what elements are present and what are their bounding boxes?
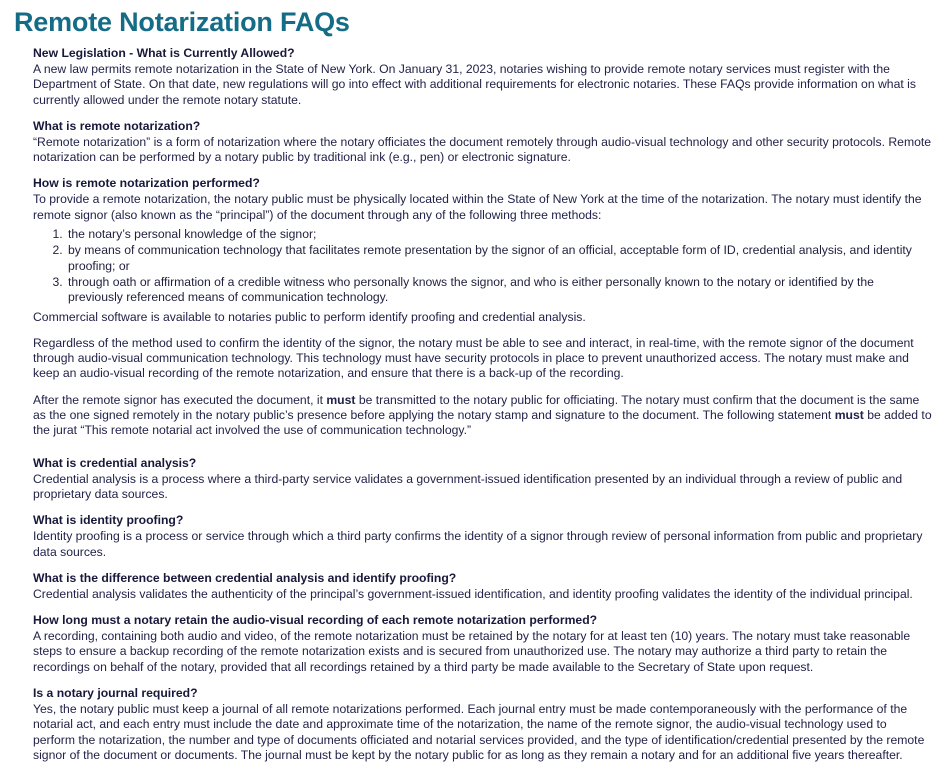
faq-item-how-long-retain-recording	[33, 613, 932, 675]
faq-answer: Credential analysis is a process where a third-party service validates a government-issued identification presented by an individual through a review of public and proprietary data sources.	[33, 471, 903, 501]
faq-question: Is a notary journal required?	[33, 686, 198, 701]
methods-list	[33, 227, 932, 305]
faq-item-difference-credential-identity	[33, 571, 932, 602]
list-item: 1. the notary’s personal knowledge of the signor;	[66, 227, 932, 242]
text-part-3: be added to the jurat “This remote notarial act involved the use of communication technology.”	[33, 408, 932, 438]
text-part-1: After the remote signor has executed the document, it	[33, 392, 327, 407]
list-item: 2. by means of communication technology that facilitates remote presentation by the signor of an official, acceptable form of ID, credential analysis, and identity proofing; or	[66, 243, 932, 274]
faq-item-how-is-remote-notarization-performed	[33, 176, 932, 438]
faq-question: How long must a notary retain the audio-visual recording of each remote notarization performed?	[33, 613, 598, 628]
faq-item-new-legislation	[33, 46, 932, 108]
faq-answer-after-list: Commercial software is available to notaries public to perform identify proofing and credential analysis.	[33, 309, 586, 324]
faq-question: How is remote notarization performed?	[33, 176, 260, 191]
faq-answer: A new law permits remote notarization in the State of New York. On January 31, 2023, notaries wishing to provide remote notary services must register with the Department of State. On that date, new regulations will go into effect with additional requirements for electronic notaries. These FAQs provide information on what is currently allowed under the remote notary statute.	[33, 62, 916, 107]
faq-item-is-notary-journal-required	[33, 686, 932, 763]
text-part-2: be transmitted to the notary public for officiating. The notary must confirm that the document is the same as the one signed remotely in the notary public’s presence before applying the notary stamp and signature to the document. The following statement	[33, 392, 920, 423]
faq-answer-after-execution	[33, 393, 932, 439]
faq-answer: Yes, the notary public must keep a journal of all remote notarizations performed. Each journal entry must be made contemporaneously with the performance of the notarial act, and each entry must include the date and approximate time of the notarization, the name of the remote signor, the audio-visual technology used to perform the notarization, the number and type of documents officiated and notarial services provided, and the type of identification/credential presented by the remote signor of the document or documents. The journal must be kept by the notary public for as long as they remain a notary and for an additional five years thereafter.	[33, 702, 925, 762]
faq-question: New Legislation - What is Currently Allowed?	[33, 46, 295, 60]
faq-answer-intro: To provide a remote notarization, the notary public must be physically located within the State of New York at the time of the notarization. The notary must identify the remote signor (also known as the “principal”) of the document through any of the following three methods:	[33, 192, 922, 222]
emphasis-must-2: must	[834, 408, 864, 423]
faq-item-what-is-credential-analysis	[33, 456, 932, 503]
faq-answer: “Remote notarization” is a form of notarization where the notary officiates the document remotely through audio-visual technology and other security protocols. Remote notarization can be performed by a notary public by traditional ink (e.g., pen) or electronic signature.	[33, 134, 932, 165]
faq-question: What is remote notarization?	[33, 118, 201, 133]
faq-question: What is the difference between credential analysis and identify proofing?	[33, 570, 457, 585]
faq-answer: Identity proofing is a process or service through which a third party confirms the identity of a signor through review of personal information from public and proprietary data sources.	[33, 529, 923, 559]
faq-question: What is identity proofing?	[33, 513, 184, 528]
faq-answer: Credential analysis validates the authenticity of the principal’s government-issued identification, and identity proofing validates the identity of the individual principal.	[33, 586, 913, 601]
list-item: 3. through oath or affirmation of a credible witness who personally knows the signor, and who is either personally known to the notary or identified by the previously referenced means of communication technology.	[66, 275, 932, 306]
faq-answer: A recording, containing both audio and video, of the remote notarization must be retained by the notary for at least ten (10) years. The notary must take reasonable steps to ensure a backup recording of the remote notarization exists and is secured from unauthorized use. The notary may authorize a third party to retain the recordings on behalf of the notary, provided that all recordings retained by a third party be made available to the Secretary of State upon request.	[33, 629, 911, 674]
faq-content	[0, 38, 940, 763]
faq-item-what-is-identity-proofing	[33, 513, 932, 560]
emphasis-must-1: must	[326, 392, 356, 407]
faq-item-what-is-remote-notarization	[33, 119, 932, 166]
page-title: Remote Notarization FAQs	[14, 7, 350, 37]
faq-question: What is credential analysis?	[33, 455, 197, 470]
faq-answer-regardless: Regardless of the method used to confirm the identity of the signor, the notary must be able to see and interact, in real-time, with the remote signor of the document through audio-visual communication technology. This technology must have security protocols in place to prevent unauthorized access. The notary must make and keep an audio-visual recording of the remote notarization, and ensure that there is a back-up of the recording.	[33, 335, 914, 381]
